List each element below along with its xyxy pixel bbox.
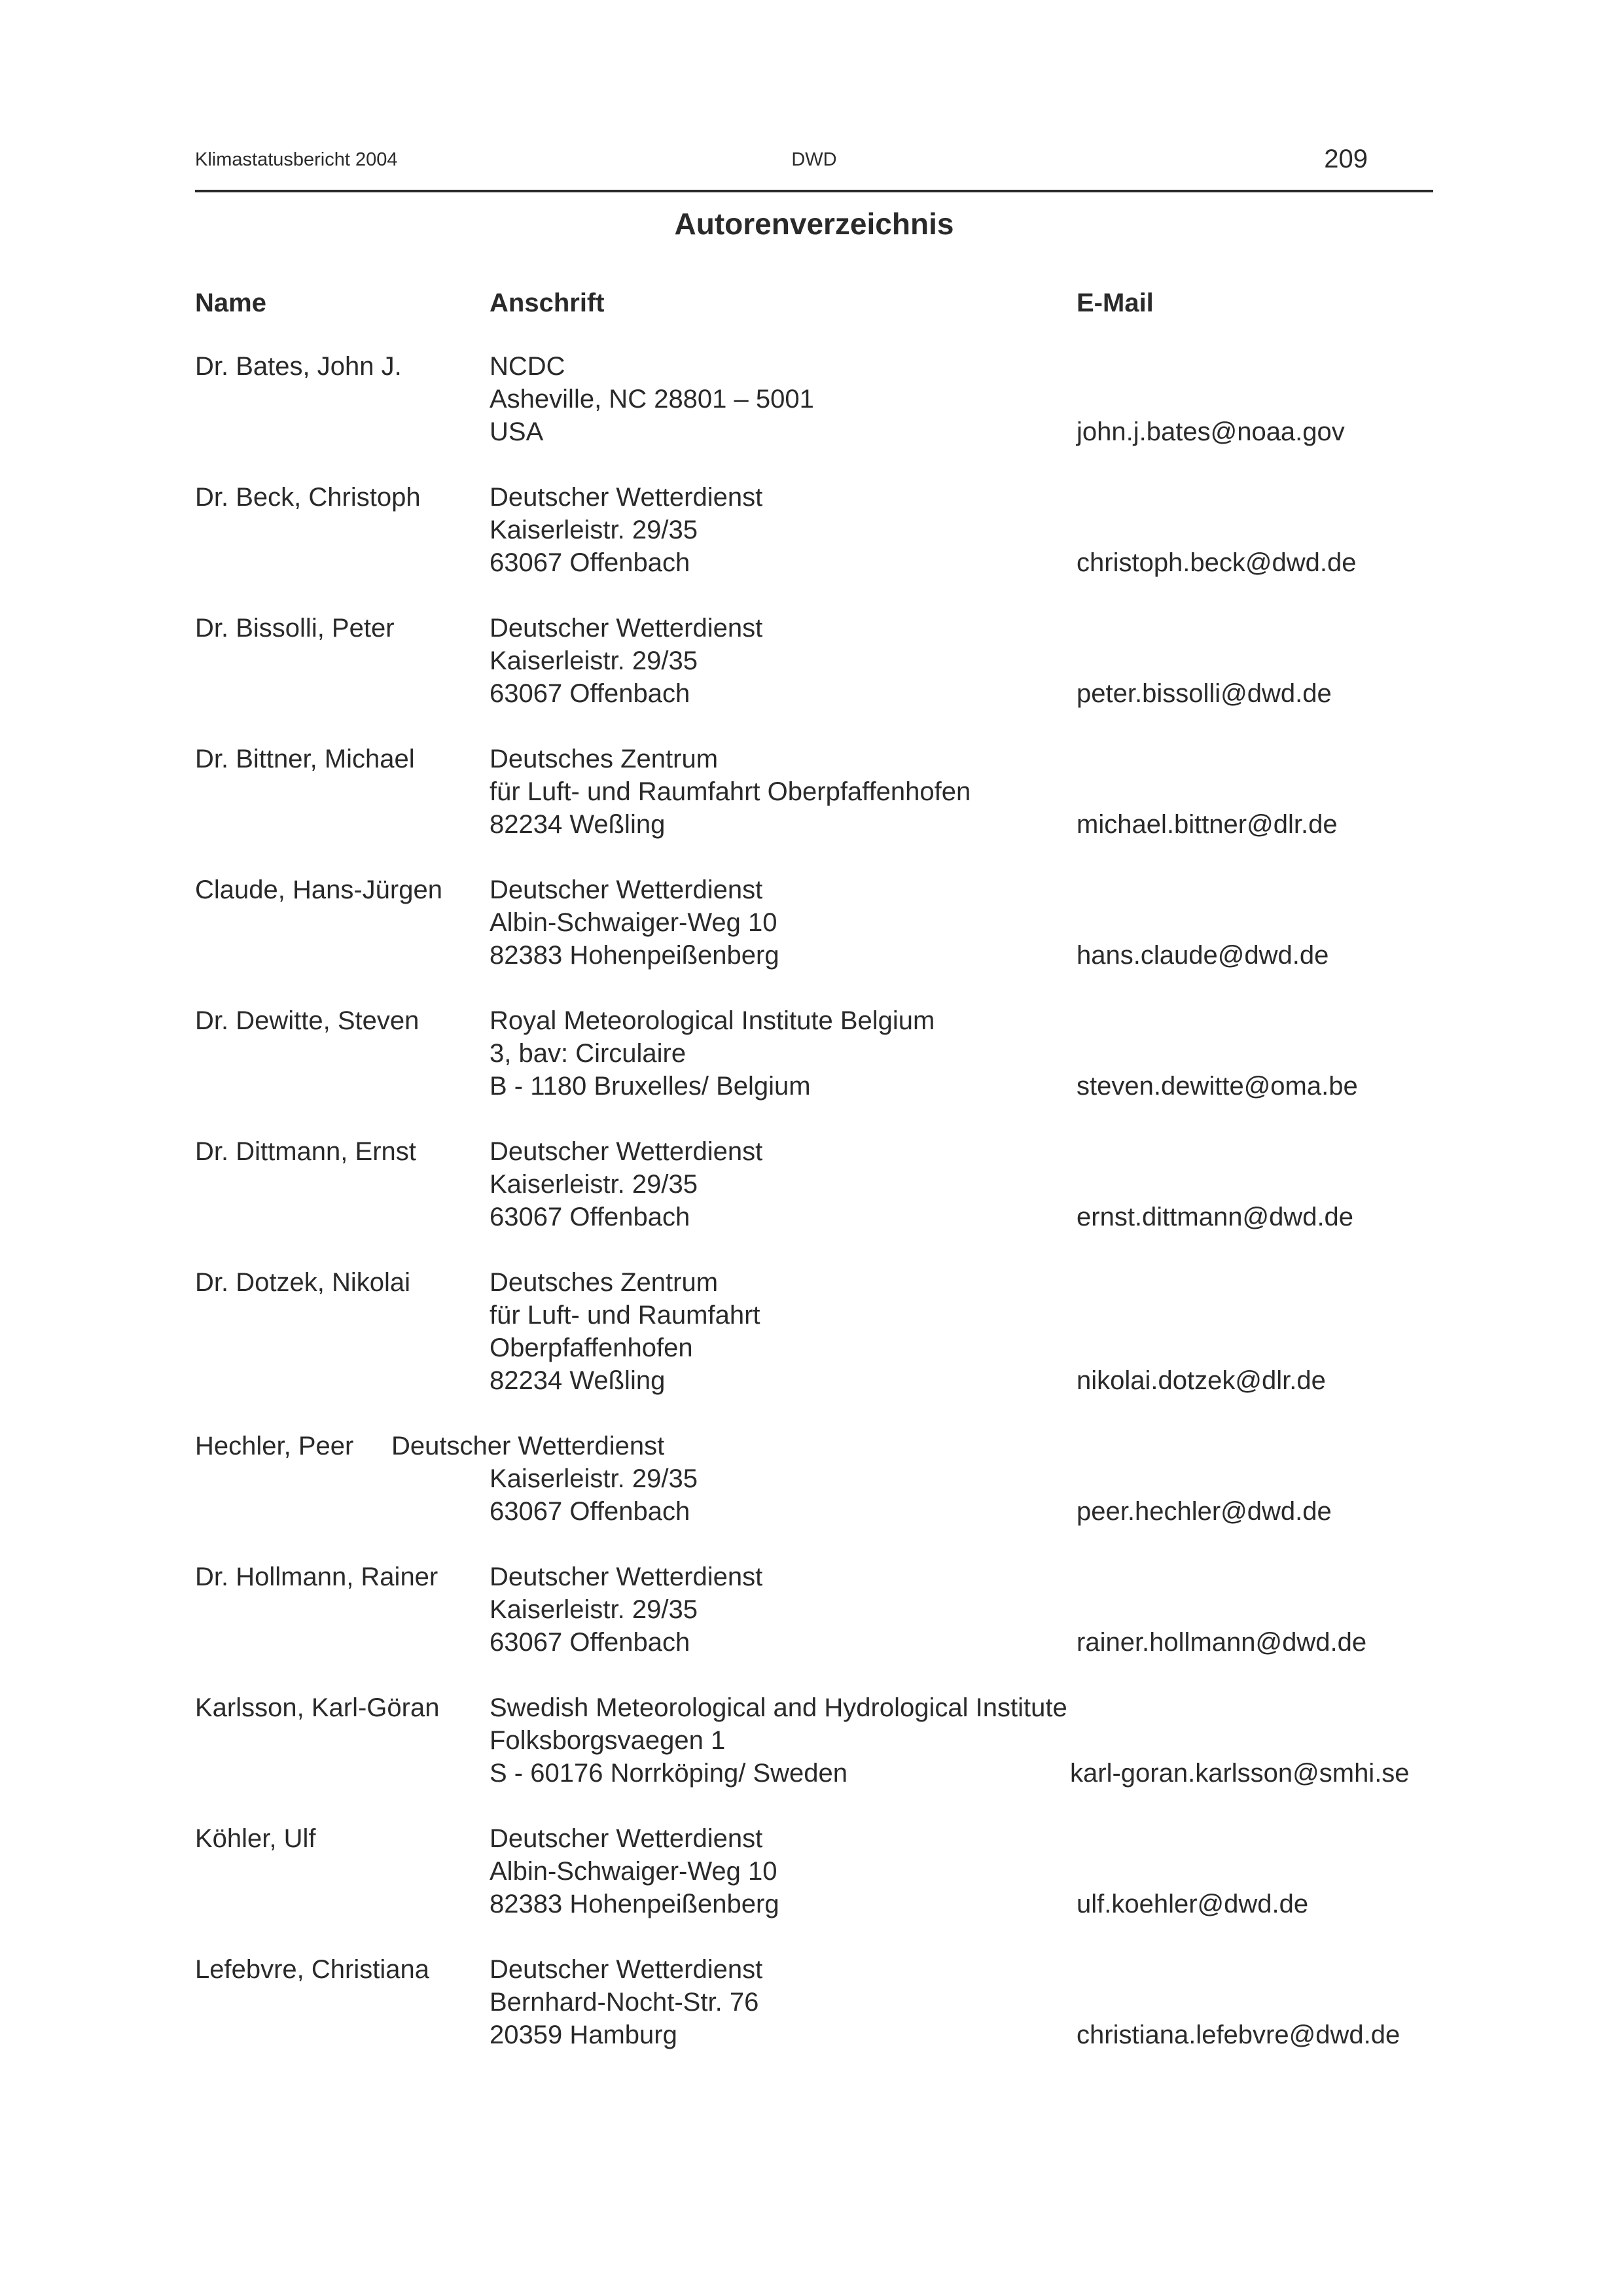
- author-address: [490, 1561, 762, 1659]
- address-line: für Luft- und Raumfahrt: [490, 1301, 760, 1330]
- author-address: [490, 481, 762, 579]
- address-line: NCDC: [490, 352, 565, 381]
- author-email: nikolai.dotzek@dlr.de: [1077, 1366, 1326, 1395]
- address-line: 63067 Offenbach: [490, 548, 690, 577]
- address-line: Deutscher Wetterdienst: [490, 1955, 763, 1984]
- address-line: Albin-Schwaiger-Weg 10: [490, 1857, 777, 1886]
- address-line: Swedish Meteorological and Hydrological Institute: [490, 1693, 1067, 1722]
- author-name: Dr. Dittmann, Ernst: [195, 1137, 416, 1166]
- header-rule: [195, 190, 1433, 192]
- author-email: peter.bissolli@dwd.de: [1077, 679, 1332, 708]
- address-line: Deutscher Wetterdienst: [490, 1563, 763, 1591]
- address-line: Kaiserleistr. 29/35: [490, 516, 698, 544]
- address-line: Deutscher Wetterdienst: [490, 875, 763, 904]
- address-line: Asheville, NC 28801 – 5001: [490, 385, 814, 414]
- address-line: Deutsches Zentrum: [490, 745, 719, 773]
- author-name: Dr. Bissolli, Peter: [195, 614, 395, 643]
- column-header-name: Name: [195, 289, 266, 317]
- page-title: Autorenverzeichnis: [674, 207, 954, 241]
- author-entry: [0, 1430, 1623, 1561]
- author-entry: [0, 1266, 1623, 1430]
- author-address: [490, 1004, 935, 1103]
- address-line: Bernhard-Nocht-Str. 76: [490, 1988, 759, 2017]
- column-header-address: Anschrift: [490, 289, 605, 317]
- address-line: 63067 Offenbach: [490, 679, 690, 708]
- author-email: christoph.beck@dwd.de: [1077, 548, 1357, 577]
- address-line: Kaiserleistr. 29/35: [490, 1595, 698, 1624]
- address-line: Folksborgsvaegen 1: [490, 1726, 726, 1755]
- address-line: Oberpfaffenhofen: [490, 1333, 693, 1362]
- author-entry: [0, 1135, 1623, 1266]
- author-address: [490, 350, 814, 448]
- author-address: [490, 612, 762, 710]
- author-email: hans.claude@dwd.de: [1077, 941, 1329, 970]
- author-email: karl-goran.karlsson@smhi.se: [1070, 1759, 1410, 1788]
- author-name: Köhler, Ulf: [195, 1824, 316, 1853]
- running-title: Klimastatusbericht 2004: [195, 149, 398, 170]
- address-line: 63067 Offenbach: [490, 1628, 690, 1657]
- author-entry: [0, 1004, 1623, 1135]
- author-email: rainer.hollmann@dwd.de: [1077, 1628, 1367, 1657]
- author-address: [490, 1691, 1067, 1790]
- author-email: ernst.dittmann@dwd.de: [1077, 1203, 1354, 1231]
- author-name: Lefebvre, Christiana: [195, 1955, 429, 1984]
- author-email: michael.bittner@dlr.de: [1077, 810, 1338, 839]
- address-line: Deutscher Wetterdienst: [490, 614, 763, 643]
- address-line: 63067 Offenbach: [490, 1203, 690, 1231]
- address-line: für Luft- und Raumfahrt Oberpfaffenhofen: [490, 777, 971, 806]
- author-entry: [0, 481, 1623, 612]
- author-entry: [0, 1953, 1623, 2084]
- author-name: Dr. Bittner, Michael: [195, 745, 415, 773]
- author-name: Dr. Dotzek, Nikolai: [195, 1268, 410, 1297]
- author-email: peer.hechler@dwd.de: [1077, 1497, 1332, 1526]
- author-address: [490, 874, 779, 972]
- author-name: Dr. Dewitte, Steven: [195, 1006, 419, 1035]
- author-email: steven.dewitte@oma.be: [1077, 1072, 1358, 1101]
- author-entry: [0, 1561, 1623, 1691]
- address-line: 82234 Weßling: [490, 1366, 666, 1395]
- address-line: 82383 Hohenpeißenberg: [490, 941, 779, 970]
- address-line: Albin-Schwaiger-Weg 10: [490, 908, 777, 937]
- address-line: Kaiserleistr. 29/35: [490, 1170, 698, 1199]
- address-line: Kaiserleistr. 29/35: [490, 1464, 698, 1493]
- address-line: Deutscher Wetterdienst: [490, 483, 763, 512]
- author-email: john.j.bates@noaa.gov: [1077, 417, 1345, 446]
- author-address: [490, 743, 971, 841]
- address-line: B - 1180 Bruxelles/ Belgium: [490, 1072, 811, 1101]
- address-line: 82383 Hohenpeißenberg: [490, 1890, 779, 1918]
- address-line: Deutsches Zentrum: [490, 1268, 719, 1297]
- author-email: ulf.koehler@dwd.de: [1077, 1890, 1309, 1918]
- author-entry: [0, 743, 1623, 874]
- address-line: Deutscher Wetterdienst: [490, 1824, 763, 1853]
- author-entry: [0, 1822, 1623, 1953]
- author-entry: [0, 1691, 1623, 1822]
- publisher: DWD: [791, 149, 837, 170]
- author-entry: [0, 874, 1623, 1004]
- author-name: Dr. Beck, Christoph: [195, 483, 421, 512]
- address-line: 63067 Offenbach: [490, 1497, 690, 1526]
- author-email: christiana.lefebvre@dwd.de: [1077, 2021, 1400, 2049]
- address-line: 20359 Hamburg: [490, 2021, 677, 2049]
- address-line: Royal Meteorological Institute Belgium: [490, 1006, 935, 1035]
- column-header-email: E-Mail: [1077, 289, 1154, 317]
- author-address: [490, 1953, 762, 2051]
- author-address: [490, 1822, 779, 1920]
- author-address: [490, 1266, 760, 1397]
- author-entry: [0, 350, 1623, 481]
- address-line: USA: [490, 417, 544, 446]
- page-number: 209: [1324, 145, 1368, 173]
- author-name: Dr. Hollmann, Rainer: [195, 1563, 438, 1591]
- address-line: 3, bav: Circulaire: [490, 1039, 687, 1068]
- address-line: Kaiserleistr. 29/35: [490, 646, 698, 675]
- author-address: [490, 1135, 762, 1233]
- author-address: [391, 1430, 698, 1528]
- address-line: Deutscher Wetterdienst: [391, 1432, 665, 1460]
- address-line: Deutscher Wetterdienst: [490, 1137, 763, 1166]
- author-name: Karlsson, Karl-Göran: [195, 1693, 440, 1722]
- author-name: Hechler, Peer: [195, 1432, 354, 1460]
- address-line: S - 60176 Norrköping/ Sweden: [490, 1759, 847, 1788]
- address-line: 82234 Weßling: [490, 810, 666, 839]
- author-name: Claude, Hans-Jürgen: [195, 875, 442, 904]
- author-list: [0, 350, 1623, 2084]
- page-header: [195, 147, 1433, 179]
- author-entry: [0, 612, 1623, 743]
- author-name: Dr. Bates, John J.: [195, 352, 402, 381]
